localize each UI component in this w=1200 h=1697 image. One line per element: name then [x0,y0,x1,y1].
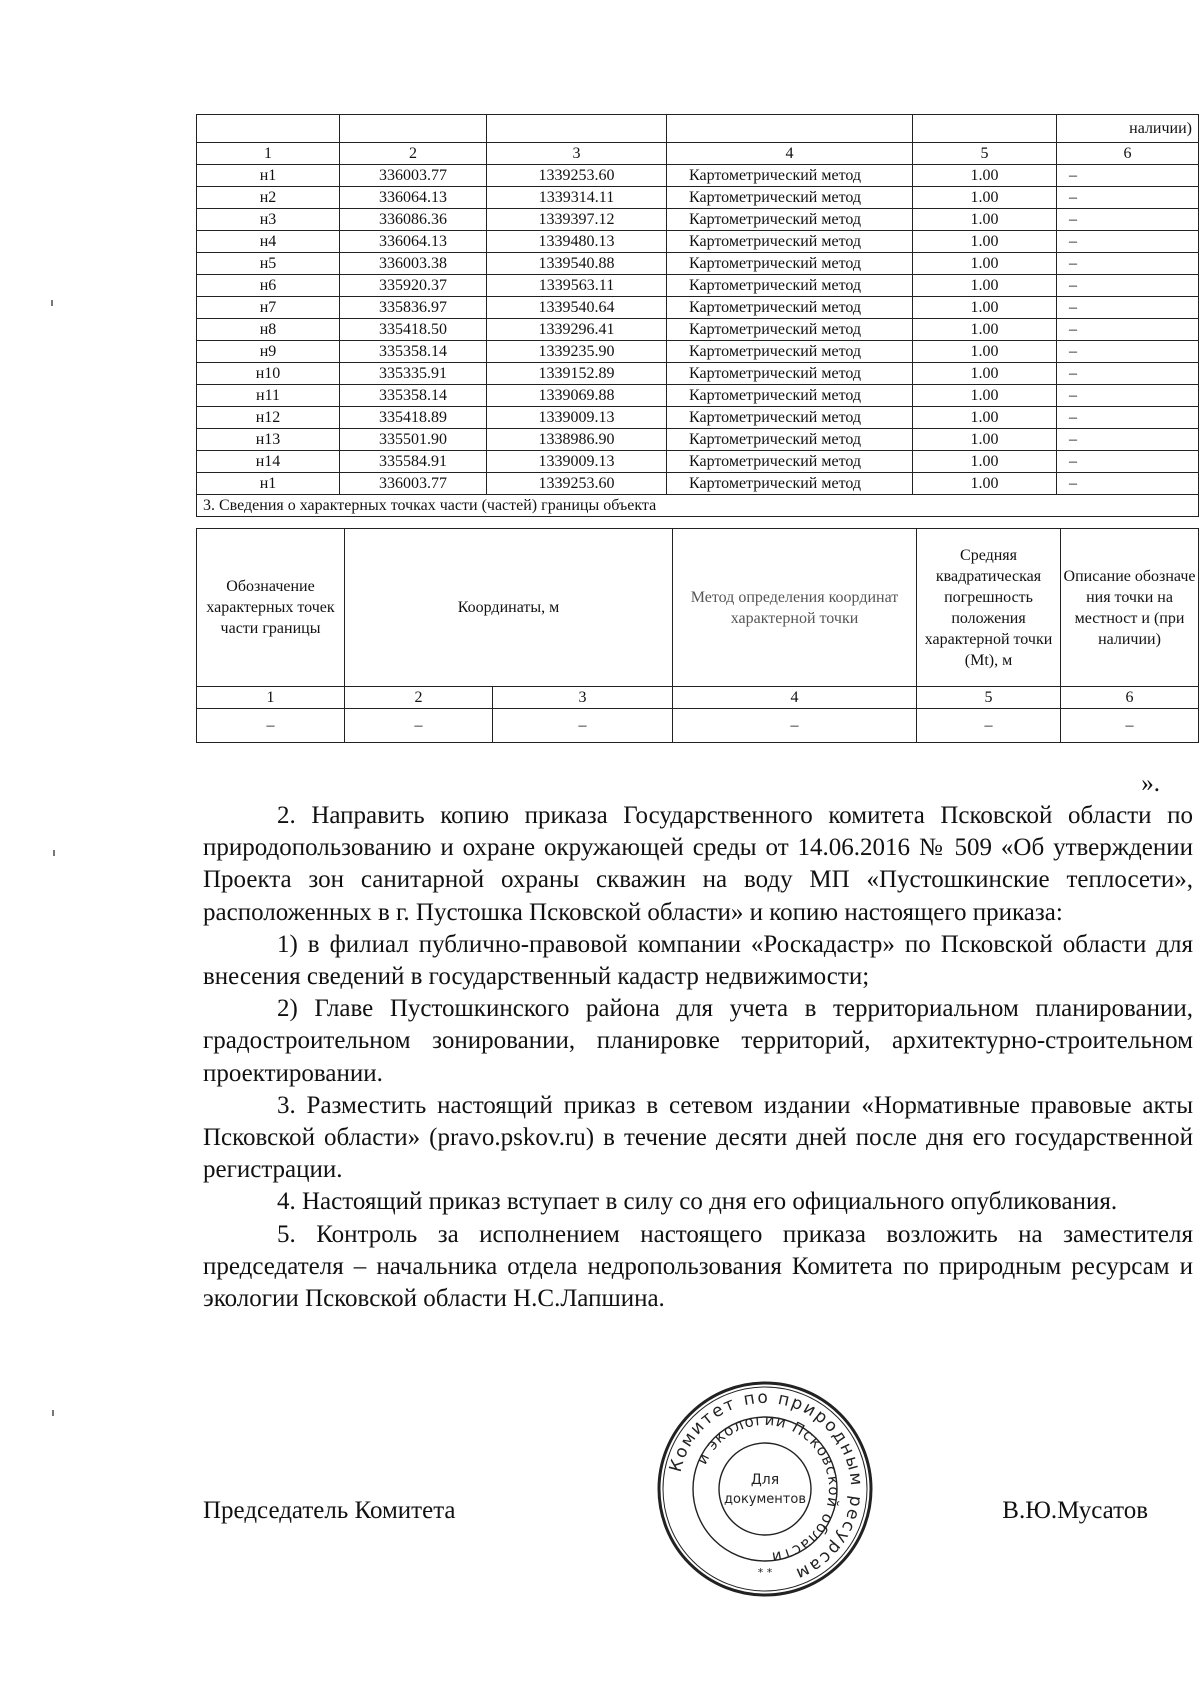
part-boundary-table [196,528,1199,743]
table-header-continuation-row [197,115,1199,143]
header-desc: Описание обозначе ния точки на местност и (при наличии) [1061,529,1199,687]
paragraph-2-1: 1) в филиал публично-правовой компании «Роскадастр» по Псковской области для внесения сведений в государственный кадастр недвижимости; [203,930,1193,991]
header-error: Средняя квадратическая погрешность положения характерной точки (Mt), м [917,529,1061,687]
table-row: н3 336086.36 1339397.12 Картометрический метод 1.00 – [197,209,1199,231]
table-row: н5 336003.38 1339540.88 Картометрический метод 1.00 – [197,253,1199,275]
column-number-row: 1 2 3 4 5 6 [197,687,1199,709]
header-tail-cell: наличии) [1057,115,1199,143]
table-row: н6 335920.37 1339563.11 Картометрический метод 1.00 – [197,275,1199,297]
header-point: Обозначение характерных точек части границы [197,529,345,687]
paragraph-4: 4. Настоящий приказ вступает в силу со дня его официального опубликования. [277,1188,1118,1216]
section-title: 3. Сведения о характерных точках части (частей) границы объекта [197,495,1199,517]
closing-quote: ». [1141,770,1160,797]
stamp-stars: * * [757,1566,773,1579]
header-method: Метод определения координат характерной точки [673,529,917,687]
signatory-name: В.Ю.Мусатов [1002,1497,1148,1524]
table-row: н14 335584.91 1339009.13 Картометрический метод 1.00 – [197,451,1199,473]
paragraph-2: 2. Направить копию приказа Государственного комитета Псковской области по природопользованию и охране окружающей среды от 14.06.2016 № 509 «Об утверждении Проекта зон санитарной охраны скважин на воду МП «Пустошкинские теплосети», расположенных в г. Пустошка Псковской области» и копию настоящего приказа: [203,802,1193,926]
table-row: н13 335501.90 1338986.90 Картометрический метод 1.00 – [197,429,1199,451]
stamp-center-line2: документов [724,1492,806,1507]
paragraph-3: 3. Разместить настоящий приказ в сетевом издании «Нормативные правовые акты Псковской области» (pravo.pskov.ru) в течение десяти дней после дня его государственной регистрации. [203,1091,1193,1184]
scan-mark [53,850,55,856]
paragraph-2-2: 2) Главе Пустошкинского района для учета в территориальном планировании, градостроительном зонировании, планировке территорий, архитектурно-строительном проектировании. [203,995,1193,1087]
header-coords: Координаты, м [345,529,673,687]
table-row: н10 335335.91 1339152.89 Картометрический метод 1.00 – [197,363,1199,385]
empty-row: – – – – – – [197,709,1199,743]
stamp-inner-text: и экологии Псковской области [692,1410,844,1567]
coordinates-table [196,114,1199,517]
table-row: н8 335418.50 1339296.41 Картометрический метод 1.00 – [197,319,1199,341]
stamp-center-line1: Для [750,1472,780,1488]
stamp-outer-text: Комитет по природным ресурсам [665,1387,867,1585]
column-number-row: 1 2 3 4 5 6 [197,143,1199,165]
paragraph-5: 5. Контроль за исполнением настоящего приказа возложить на заместителя председателя – начальника отдела недропользования Комитета по природным ресурсам и экологии Псковской области Н.С.Лапшина. [203,1220,1193,1313]
table-row: н9 335358.14 1339235.90 Картометрический метод 1.00 – [197,341,1199,363]
section-title-row [197,495,1199,517]
scan-mark [51,300,53,306]
svg-text:и экологии Псковской области [693,1411,843,1567]
table-row: н1 336003.77 1339253.60 Картометрический метод 1.00 – [197,165,1199,187]
signatory-position: Председатель Комитета [203,1497,456,1524]
table-row: н11 335358.14 1339069.88 Картометрический метод 1.00 – [197,385,1199,407]
table-row: н4 336064.13 1339480.13 Картометрический метод 1.00 – [197,231,1199,253]
order-body [203,800,1193,1315]
table-row: н7 335836.97 1339540.64 Картометрический метод 1.00 – [197,297,1199,319]
scan-mark [52,1410,54,1416]
header-row [197,529,1199,687]
table-row: н1 336003.77 1339253.60 Картометрический метод 1.00 – [197,473,1199,495]
official-stamp [656,1380,874,1598]
table-row: н12 335418.89 1339009.13 Картометрический метод 1.00 – [197,407,1199,429]
table-row: н2 336064.13 1339314.11 Картометрический метод 1.00 – [197,187,1199,209]
